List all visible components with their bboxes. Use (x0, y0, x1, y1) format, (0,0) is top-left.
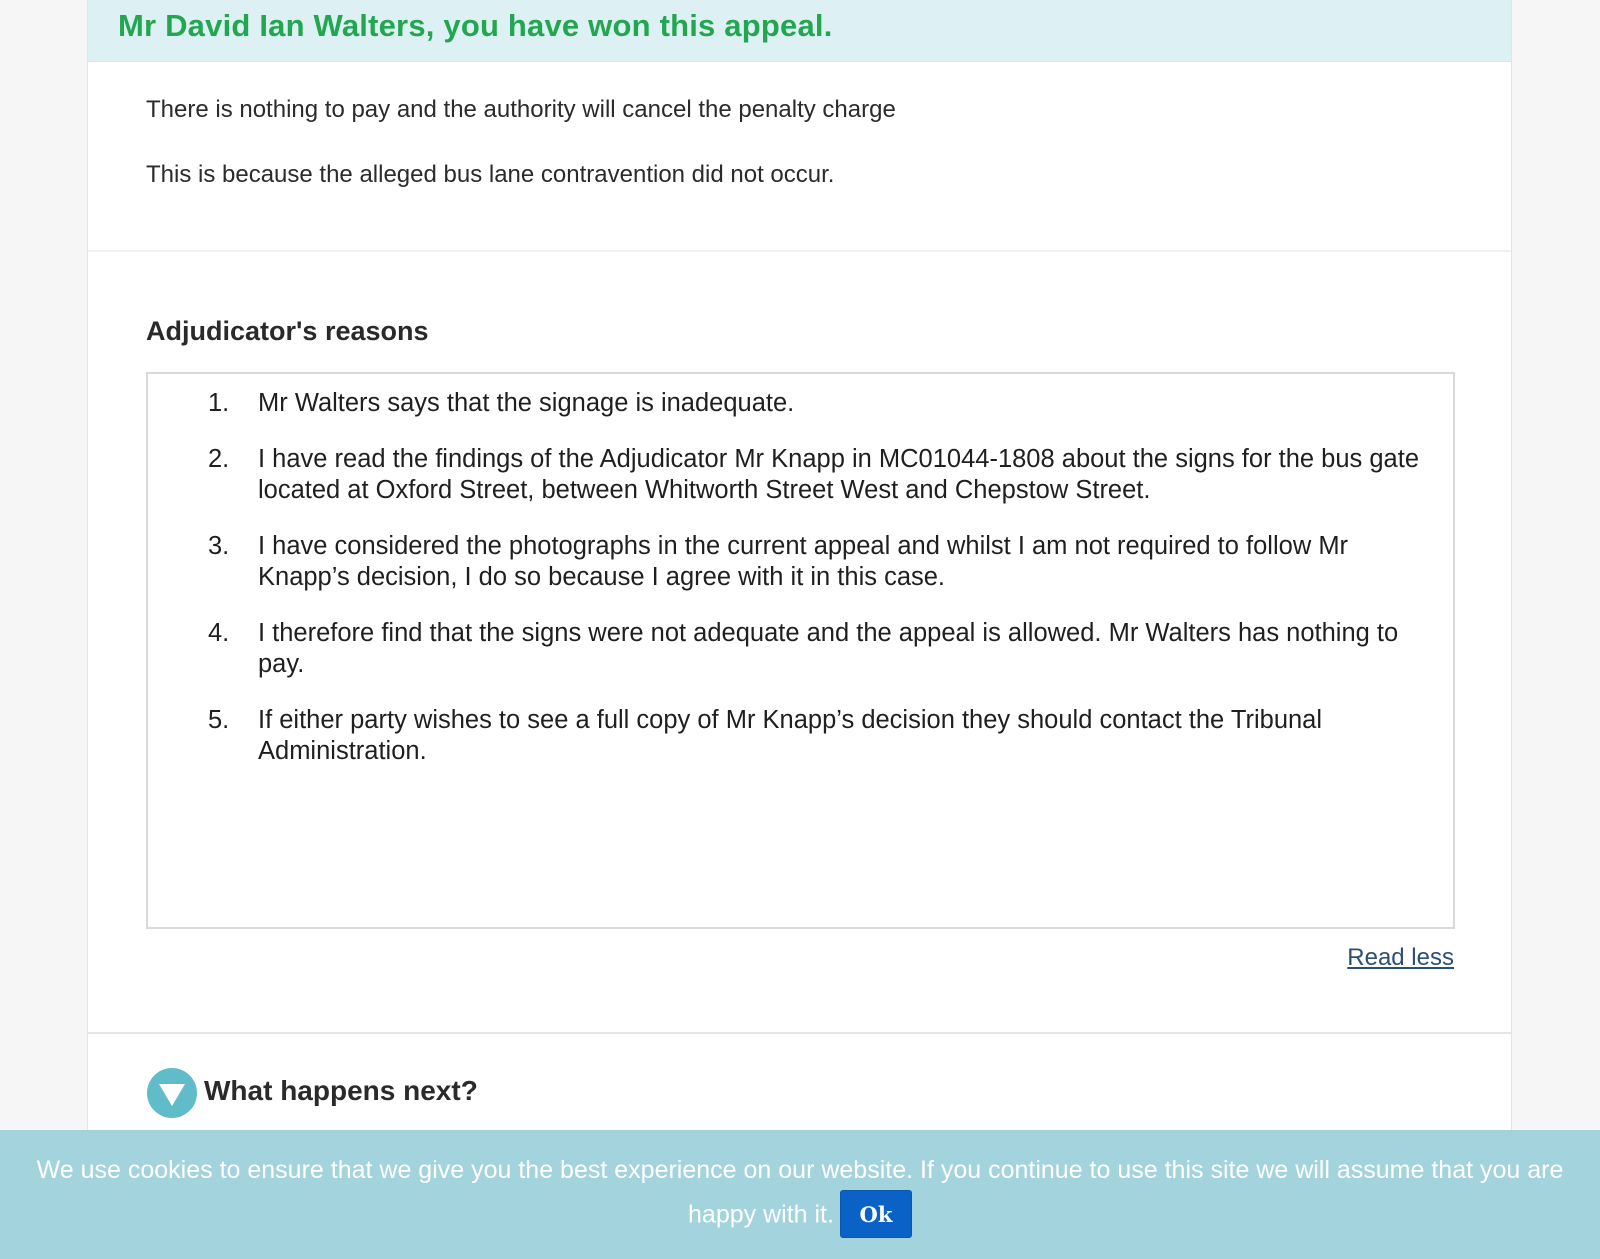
reason-number: 3. (208, 532, 230, 560)
reason-text: I have considered the photographs in the current appeal and whilst I am not required to follow Mr Knapp’s decision, I do so because I agree with it in this case. (258, 532, 1349, 591)
reason-text: I have read the findings of the Adjudicator Mr Knapp in MC01044-1808 about the signs for the bus gate located at Oxford Street, between Whitworth Street West and Chepstow Street. (258, 445, 1420, 504)
down-arrow-icon (147, 1068, 197, 1118)
reason-number: 1. (208, 389, 230, 417)
cookie-message: We use cookies to ensure that we give you the best experience on our website. If you continue to use this site we will assume that you are happy with it. (36, 1156, 1564, 1229)
outcome-summary-line: There is nothing to pay and the authority will cancel the penalty charge (146, 96, 896, 123)
outcome-title: Mr David Ian Walters, you have won this appeal. (118, 8, 833, 43)
reason-item (208, 531, 1428, 593)
reason-number: 4. (208, 619, 230, 647)
reason-text: Mr Walters says that the signage is inadequate. (258, 389, 795, 417)
reasons-box (146, 372, 1455, 929)
cookie-banner (0, 1130, 1600, 1259)
section-divider (88, 1032, 1511, 1034)
reason-item (208, 705, 1428, 767)
outcome-reason-line: This is because the alleged bus lane contravention did not occur. (146, 161, 835, 188)
reason-number: 5. (208, 706, 230, 734)
what-happens-next-heading[interactable]: What happens next? (204, 1075, 478, 1106)
reason-item (208, 618, 1428, 680)
decision-panel (87, 0, 1512, 1259)
reasons-heading: Adjudicator's reasons (146, 316, 429, 346)
reasons-list (208, 388, 1428, 792)
reason-text: If either party wishes to see a full copy of Mr Knapp’s decision they should contact the Tribunal Administration. (258, 706, 1323, 765)
read-less-link[interactable]: Read less (1347, 944, 1454, 971)
reason-item (208, 388, 1428, 419)
cookie-message-container (20, 1148, 1580, 1240)
cookie-ok-button[interactable]: Ok (840, 1190, 912, 1238)
outcome-banner (88, 0, 1511, 62)
reason-text: I therefore find that the signs were not adequate and the appeal is allowed. Mr Walters has nothing to pay. (258, 619, 1399, 678)
reason-number: 2. (208, 445, 230, 473)
section-divider (88, 250, 1511, 252)
reason-item (208, 444, 1428, 506)
chevron-down-circle-icon[interactable] (147, 1068, 197, 1118)
